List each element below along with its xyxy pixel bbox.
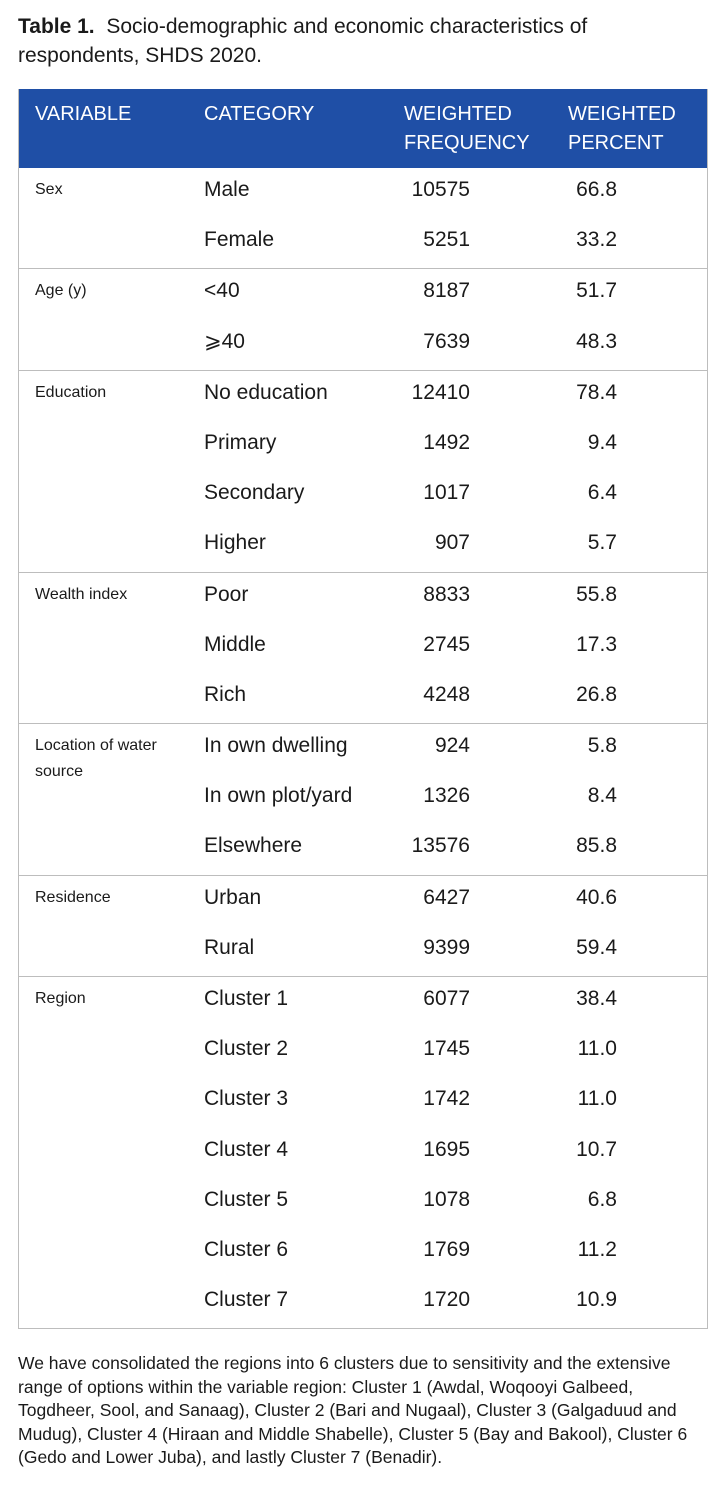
row-group — [19, 370, 707, 572]
percent-cell: 5.7 — [587, 531, 617, 555]
header-variable: VARIABLE — [35, 103, 132, 125]
percent-cell: 8.4 — [587, 784, 617, 808]
header-percent — [568, 100, 676, 158]
frequency-cell: 1017 — [423, 481, 470, 505]
variable-cell: Residence — [35, 888, 111, 906]
frequency-cell: 6077 — [423, 987, 470, 1010]
table-row — [19, 168, 707, 218]
table-row — [19, 673, 707, 723]
table-row — [19, 218, 707, 268]
header-frequency-line1: WEIGHTED — [404, 103, 512, 125]
percent-cell: 85.8 — [576, 834, 617, 858]
percent-cell: 38.4 — [576, 987, 617, 1010]
category-cell: Cluster 6 — [204, 1237, 289, 1261]
category-cell: Higher — [204, 531, 266, 555]
frequency-cell: 13576 — [411, 834, 470, 858]
table-row — [19, 977, 707, 1027]
category-cell: ⩾40 — [204, 329, 245, 353]
percent-cell: 6.4 — [587, 481, 617, 505]
frequency-cell: 1695 — [423, 1137, 470, 1161]
percent-cell: 48.3 — [576, 329, 617, 353]
category-cell: Cluster 5 — [204, 1187, 289, 1211]
percent-cell: 33.2 — [576, 228, 617, 252]
frequency-cell: 4248 — [423, 682, 470, 706]
variable-cell: Wealth index — [35, 585, 128, 603]
category-cell: Cluster 7 — [204, 1288, 289, 1312]
table-footnote: We have consolidated the regions into 6 clusters due to sensitivity and the extensive range of options within the variable region: Cluster 1 (Awdal, Woqooyi Galbeed, Togdheer, Sool, and Sanaag), Cluster 2 (Bari and Nugaal), Cluster 3 (Galgaduud and Mudug), Cluster 4 (Hiraan and Middle Shabelle), Cluster 5 (Bay and Bakool), Cluster 6 (Gedo and Lower Juba), and lastly Cluster 7 (Benadir). — [18, 1353, 688, 1467]
category-cell: Male — [204, 178, 250, 201]
category-cell: Rich — [204, 682, 247, 706]
category-cell: Cluster 3 — [204, 1087, 289, 1111]
percent-cell: 9.4 — [587, 430, 617, 454]
percent-cell: 5.8 — [587, 734, 617, 758]
percent-cell: 11.0 — [577, 1037, 617, 1061]
frequency-cell: 5251 — [423, 228, 470, 252]
row-group — [19, 976, 707, 1328]
frequency-cell: 6427 — [423, 885, 470, 909]
frequency-cell: 1742 — [423, 1087, 470, 1111]
row-group — [19, 875, 707, 976]
variable-cell: Sex — [35, 181, 63, 198]
percent-cell: 66.8 — [576, 178, 617, 201]
header-frequency — [404, 100, 530, 158]
frequency-cell: 1769 — [423, 1237, 470, 1261]
frequency-cell: 9399 — [423, 935, 470, 959]
variable-cell: Age (y) — [35, 282, 87, 300]
frequency-cell: 1720 — [423, 1288, 470, 1312]
variable-cell: Region — [35, 990, 86, 1007]
category-cell: In own plot/yard — [204, 784, 353, 808]
data-table — [18, 89, 708, 1329]
frequency-cell: 924 — [434, 734, 470, 758]
table-label: Table 1. — [18, 15, 95, 38]
table-row — [19, 1128, 707, 1178]
frequency-cell: 1078 — [423, 1187, 470, 1211]
percent-cell: 10.9 — [576, 1288, 617, 1312]
table-row — [19, 471, 707, 521]
table-body — [19, 168, 707, 1328]
percent-cell: 78.4 — [576, 380, 617, 404]
variable-cell: Location of water source — [35, 737, 157, 781]
header-category: CATEGORY — [204, 103, 315, 125]
frequency-cell: 2745 — [423, 632, 470, 656]
category-cell: In own dwelling — [204, 734, 348, 758]
percent-cell: 59.4 — [576, 935, 617, 959]
frequency-cell: 12410 — [411, 380, 470, 404]
table-row — [19, 320, 707, 370]
category-cell: <40 — [204, 279, 240, 303]
header-percent-line2: PERCENT — [568, 132, 664, 154]
table-row — [19, 824, 707, 874]
row-group — [19, 268, 707, 369]
row-group — [19, 723, 707, 875]
table-title: Socio-demographic and economic characteristics of respondents, SHDS 2020. — [18, 15, 588, 67]
table-row — [19, 623, 707, 673]
category-cell: Rural — [204, 935, 255, 959]
row-group — [19, 168, 707, 268]
percent-cell: 26.8 — [576, 682, 617, 706]
category-cell: Cluster 2 — [204, 1037, 289, 1061]
frequency-cell: 8187 — [423, 279, 470, 303]
header-frequency-line2: FREQUENCY — [404, 132, 530, 154]
table-row — [19, 371, 707, 421]
frequency-cell: 1326 — [423, 784, 470, 808]
percent-cell: 55.8 — [576, 582, 617, 606]
category-cell: Secondary — [204, 481, 305, 505]
table-caption — [18, 12, 708, 70]
percent-cell: 17.3 — [576, 632, 617, 656]
percent-cell: 6.8 — [587, 1187, 617, 1211]
category-cell: Cluster 1 — [204, 987, 289, 1010]
frequency-cell: 907 — [434, 531, 470, 555]
table-row — [19, 926, 707, 976]
percent-cell: 11.2 — [577, 1237, 617, 1261]
category-cell: Female — [204, 228, 275, 252]
category-cell: Urban — [204, 885, 262, 909]
table-row — [19, 774, 707, 824]
table-row — [19, 421, 707, 471]
row-group — [19, 572, 707, 724]
percent-cell: 40.6 — [576, 885, 617, 909]
percent-cell: 51.7 — [576, 279, 617, 303]
table-row — [19, 876, 707, 926]
table-row — [19, 573, 707, 623]
percent-cell: 11.0 — [577, 1087, 617, 1111]
table-row — [19, 1077, 707, 1127]
percent-cell: 10.7 — [576, 1137, 617, 1161]
category-cell: Primary — [204, 430, 277, 454]
frequency-cell: 1745 — [423, 1037, 470, 1061]
table-row — [19, 1178, 707, 1228]
variable-cell: Education — [35, 383, 107, 401]
header-percent-line1: WEIGHTED — [568, 103, 676, 125]
table-row — [19, 269, 707, 319]
table-header — [19, 89, 707, 168]
category-cell: Elsewhere — [204, 834, 303, 858]
table-row — [19, 1027, 707, 1077]
table-row — [19, 724, 707, 774]
frequency-cell: 7639 — [423, 329, 470, 353]
frequency-cell: 10575 — [411, 178, 470, 201]
category-cell: No education — [204, 380, 328, 404]
frequency-cell: 8833 — [423, 582, 470, 606]
frequency-cell: 1492 — [423, 430, 470, 454]
table-row — [19, 521, 707, 571]
category-cell: Middle — [204, 632, 266, 656]
table-row — [19, 1228, 707, 1278]
table-row — [19, 1278, 707, 1328]
category-cell: Cluster 4 — [204, 1137, 289, 1161]
category-cell: Poor — [204, 582, 249, 606]
